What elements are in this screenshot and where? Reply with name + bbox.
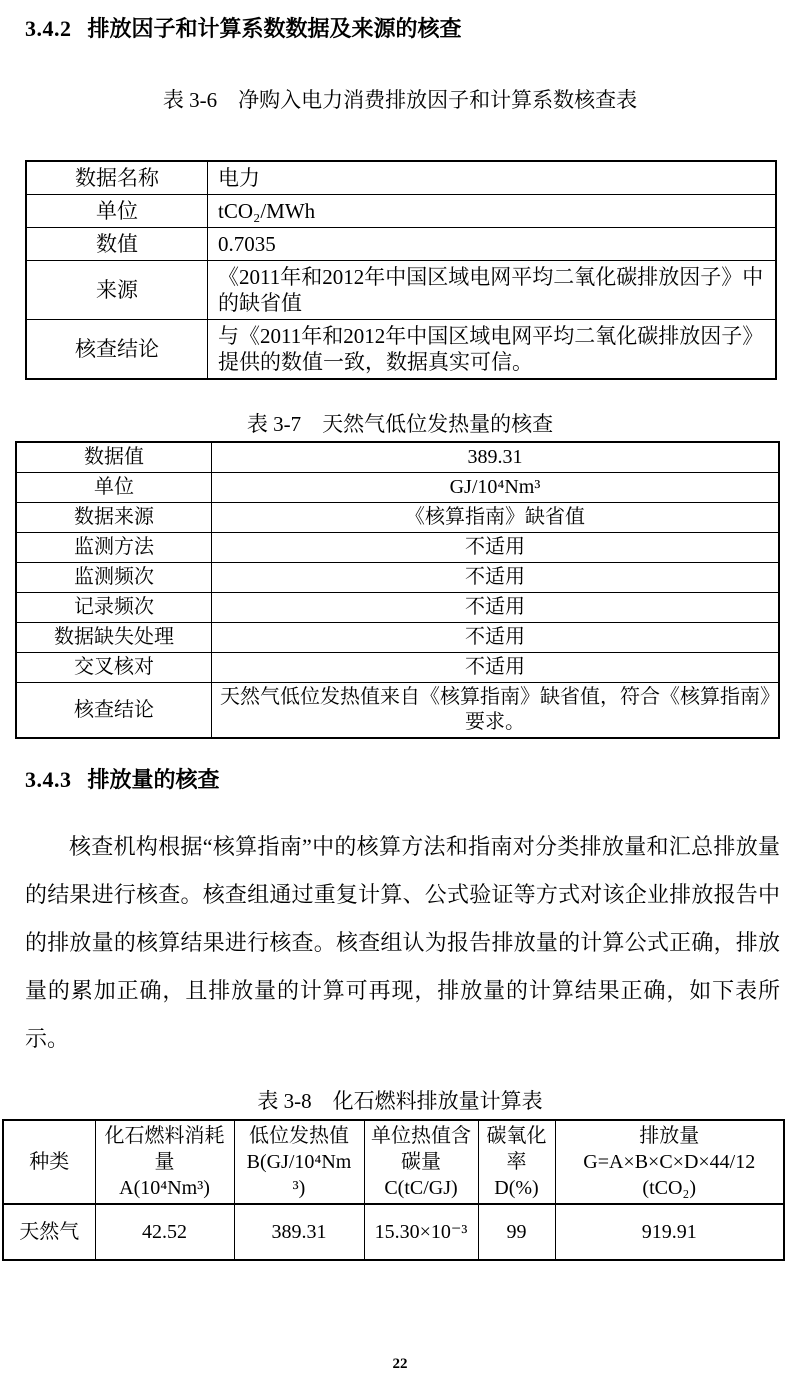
table-3-7-caption: 表 3-7 天然气低位发热量的核查 [246,412,554,436]
table-3-8 [2,1119,785,1261]
column-label: 单位热值含碳量 [371,1125,471,1173]
table-3-6 [25,160,777,380]
column-label: 化石燃料消耗量 [104,1125,225,1173]
row-value: 0.7035 [208,228,777,261]
row-value: 不适用 [212,623,780,653]
row-label: 核查结论 [16,683,212,739]
row-label: 单位 [16,473,212,503]
table-row [16,533,779,563]
cell-consumption: 42.52 [95,1204,234,1260]
row-value: tCO₂/MWh [208,195,777,228]
column-unit: (tCO₂) [642,1177,697,1199]
row-label: 记录频次 [16,593,212,623]
table-row [26,320,776,380]
row-label: 监测频次 [16,563,212,593]
row-value: 与《2011年和2012年中国区域电网平均二氧化碳排放因子》提供的数值一致，数据真实可信。 [208,320,777,380]
column-symbol: C(tC/GJ) [384,1177,458,1199]
cell-emission: 919.91 [555,1204,784,1260]
row-value: 《2011年和2012年中国区域电网平均二氧化碳排放因子》中的缺省值 [208,261,777,320]
cell-heating-value: 389.31 [234,1204,364,1260]
page-number: 22 [392,1356,408,1372]
column-header [234,1120,364,1204]
column-formula: G=A×B×C×D×44/12 [583,1151,756,1173]
row-label: 数据值 [16,442,212,473]
row-value: 不适用 [212,653,780,683]
row-label: 数据名称 [26,161,208,195]
column-label: 碳氧化率 [486,1125,547,1173]
section-heading-3-4-3 [25,765,800,795]
column-symbol: B(GJ/10⁴Nm³) [246,1151,352,1199]
row-value: 天然气低位发热值来自《核算指南》缺省值，符合《核算指南》要求。 [212,683,780,739]
row-label: 监测方法 [16,533,212,563]
row-label: 数值 [26,228,208,261]
column-label: 排放量 [639,1125,700,1147]
row-value: GJ/10⁴Nm³ [212,473,780,503]
row-label: 交叉核对 [16,653,212,683]
table-row [3,1204,784,1260]
cell-fuel-type: 天然气 [3,1204,95,1260]
cell-oxidation-rate: 99 [478,1204,555,1260]
column-label: 种类 [29,1151,70,1173]
column-symbol: A(10⁴Nm³) [119,1177,210,1199]
table-row [26,195,776,228]
column-header [3,1120,95,1204]
row-value: 不适用 [212,563,780,593]
table-row [16,623,779,653]
row-value: 389.31 [212,442,780,473]
table-row [26,161,776,195]
body-paragraph: 核查机构根据“核算指南”中的核算方法和指南对分类排放量和汇总排放量的结果进行核查。核查组通过重复计算、公式验证等方式对该企业排放报告中的排放量的核算结果进行核查。核查组认为报告排放量的计算公式正确，排放量的累加正确，且排放量的计算可再现，排放量的计算结果正确，如下表所示。 [25,834,780,1051]
row-label: 来源 [26,261,208,320]
table-3-6-caption: 表 3-6 净购入电力消费排放因子和计算系数核查表 [162,88,638,112]
table-3-8-caption: 表 3-8 化石燃料排放量计算表 [257,1089,543,1113]
column-symbol: D(%) [494,1177,539,1199]
cell-carbon-content: 15.30×10⁻³ [364,1204,478,1260]
section-title: 排放因子和计算系数数据及来源的核查 [87,16,462,41]
section-heading-3-4-2 [25,0,800,44]
table-row [16,442,779,473]
row-label: 数据缺失处理 [16,623,212,653]
table-row [16,653,779,683]
row-value: 不适用 [212,533,780,563]
table-row [16,683,779,739]
row-label: 核查结论 [26,320,208,380]
row-value: 不适用 [212,593,780,623]
column-header [364,1120,478,1204]
column-header [95,1120,234,1204]
section-number: 3.4.3 [25,767,72,792]
table-3-7 [15,441,780,739]
column-header [555,1120,784,1204]
table-row [16,593,779,623]
table-row [16,563,779,593]
column-label: 低位发热值 [249,1125,349,1147]
row-value: 电力 [208,161,777,195]
row-label: 数据来源 [16,503,212,533]
table-row [26,228,776,261]
table-row [16,503,779,533]
section-title: 排放量的核查 [87,767,220,792]
table-header-row [3,1120,784,1204]
table-row [16,473,779,503]
section-number: 3.4.2 [25,16,72,41]
row-value: 《核算指南》缺省值 [212,503,780,533]
table-row [26,261,776,320]
column-header [478,1120,555,1204]
row-label: 单位 [26,195,208,228]
